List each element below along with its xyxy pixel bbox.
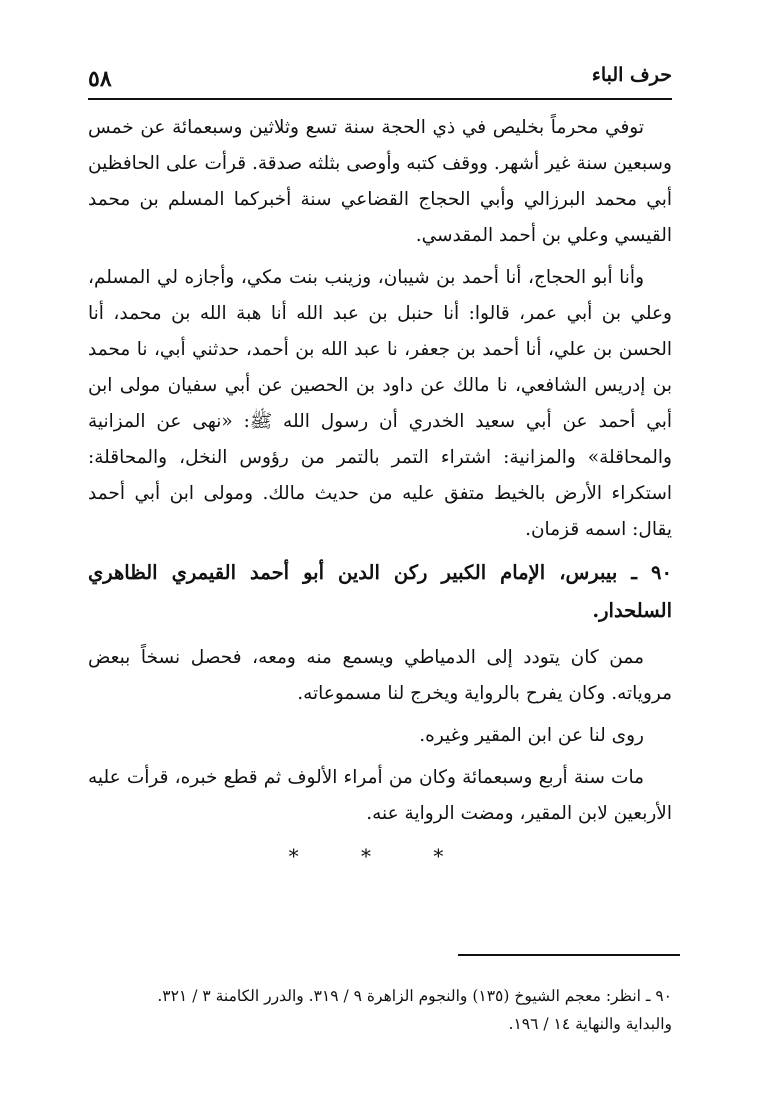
- footnote-rule: [458, 954, 680, 956]
- section-separator: * * *: [288, 844, 472, 868]
- running-head: حرف الباء: [591, 64, 672, 86]
- entry-title: بيبرس، الإمام الكبير ركن الدين أبو أحمد القيمري الظاهري السلحدار.: [88, 561, 672, 622]
- footnote-line-2: والبداية والنهاية ١٤ / ١٩٦.: [508, 1015, 672, 1033]
- page-number: ٥٨: [88, 66, 112, 92]
- entry-paragraph-3: مات سنة أربع وسبعمائة وكان من أمراء الألوف ثم قطع خبره، قرأت عليه الأربعين لابن المقير، ومضت الرواية عنه.: [88, 767, 672, 824]
- entry-number: ٩٠ ـ: [631, 561, 672, 584]
- footnote-line-1: ٩٠ ـ انظر: معجم الشيوخ (١٣٥) والنجوم الزاهرة ٩ / ٣١٩. والدرر الكامنة ٣ / ٣٢١.: [157, 987, 672, 1005]
- entry-heading: [88, 554, 672, 630]
- entry-paragraph-1: ممن كان يتودد إلى الدمياطي ويسمع منه ومعه، فحصل نسخاً ببعض مروياته. وكان يفرح بالرواية ويخرج لنا مسموعاته.: [88, 647, 672, 704]
- paragraph-2: وأنا أبو الحجاج، أنا أحمد بن شيبان، وزينب بنت مكي، وأجازه لي المسلم، وعلي بن أبي عمر، قالوا: أنا حنبل بن عبد الله أنا هبة الله بن محمد، أنا الحسن بن علي، أنا أحمد بن جعفر، نا عبد الله بن أحمد، حدثني أبي، نا محمد بن إدريس الشافعي، نا مالك عن داود بن الحصين عن أبي سفيان مولى ابن أبي أحمد عن أبي سعيد الخدري أن رسول الله ﷺ: «نهى عن المزانية والمحاقلة» والمزانية: اشتراء التمر بالتمر من رؤوس النخل، والمحاقلة: استكراء الأرض بالخيط متفق عليه من حديث مالك. ومولى ابن أبي أحمد يقال: اسمه قزمان.: [88, 267, 672, 540]
- entry-paragraph-2: روى لنا عن ابن المقير وغيره.: [419, 725, 644, 746]
- main-text: [88, 110, 672, 874]
- page-header: [88, 58, 672, 100]
- paragraph-1: توفي محرماً بخليص في ذي الحجة سنة تسع وثلاثين وسبعمائة عن خمس وسبعين سنة غير أشهر. ووقف كتبه وأوصى بثلثه صدقة. قرأت على الحافظين أبي محمد البرزالي وأبي الحجاج القضاعي سنة أخبركما المسلم بن محمد القيسي وعلي بن أحمد المقدسي.: [88, 117, 672, 246]
- footnote: [88, 982, 672, 1038]
